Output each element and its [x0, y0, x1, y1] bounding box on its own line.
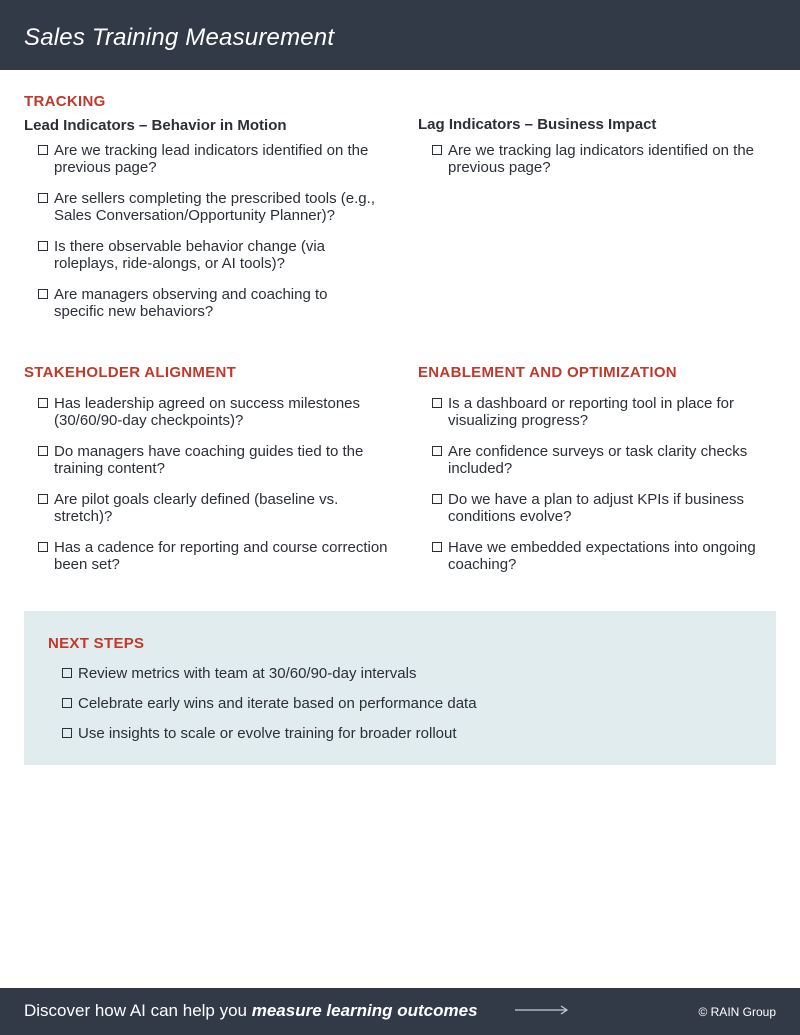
- checkbox-icon[interactable]: [432, 145, 442, 155]
- checklist-item-text: Are we tracking lead indicators identified on the previous page?: [54, 142, 369, 176]
- footer-cta-prefix: Discover how AI can help you: [24, 1001, 252, 1020]
- checklist-item[interactable]: [432, 491, 772, 525]
- checklist-item[interactable]: [38, 395, 388, 429]
- checklist-item-text: Have we embedded expectations into ongoing coaching?: [448, 539, 756, 573]
- checklist-item[interactable]: [432, 395, 772, 429]
- checklist-item-text: Has leadership agreed on success milestones (30/60/90-day checkpoints)?: [54, 395, 360, 429]
- checklist-item[interactable]: [62, 665, 742, 682]
- checkbox-icon[interactable]: [62, 668, 72, 678]
- tracking-heading: TRACKING: [24, 93, 106, 110]
- lag-indicators-title: Lag Indicators – Business Impact: [418, 116, 657, 133]
- checklist-item-text: Are we tracking lag indicators identified on the previous page?: [448, 142, 755, 176]
- next-steps-list: [62, 665, 742, 755]
- checklist-item[interactable]: [38, 190, 378, 224]
- enablement-optimization-heading: ENABLEMENT AND OPTIMIZATION: [418, 364, 677, 381]
- next-steps-panel: [24, 611, 776, 765]
- checklist-item-text: Do managers have coaching guides tied to the training content?: [54, 443, 364, 477]
- checklist-item[interactable]: [432, 539, 772, 573]
- checklist-item[interactable]: [38, 443, 388, 477]
- checklist-item-text: Are sellers completing the prescribed tools (e.g., Sales Conversation/Opportunity Planner)?: [54, 190, 375, 224]
- page-title: Sales Training Measurement: [24, 24, 335, 51]
- checklist-item-text: Are managers observing and coaching to specific new behaviors?: [54, 286, 328, 320]
- checklist-item-text: Is there observable behavior change (via roleplays, ride-alongs, or AI tools)?: [54, 238, 325, 272]
- checkbox-icon[interactable]: [62, 728, 72, 738]
- checklist-item[interactable]: [62, 725, 742, 742]
- checkbox-icon[interactable]: [432, 446, 442, 456]
- stakeholder-alignment-list: [38, 395, 388, 587]
- checklist-item[interactable]: [38, 238, 378, 272]
- lag-indicators-list: [432, 142, 762, 190]
- checklist-item-text: Are confidence surveys or task clarity checks included?: [448, 443, 748, 477]
- footer-cta-link[interactable]: [24, 1001, 478, 1021]
- checkbox-icon[interactable]: [38, 145, 48, 155]
- checkbox-icon[interactable]: [38, 542, 48, 552]
- checkbox-icon[interactable]: [38, 289, 48, 299]
- checklist-item[interactable]: [432, 142, 762, 176]
- checkbox-icon[interactable]: [38, 446, 48, 456]
- checklist-item[interactable]: [38, 142, 378, 176]
- checklist-item-text: Are pilot goals clearly defined (baseline vs. stretch)?: [54, 491, 339, 525]
- checkbox-icon[interactable]: [38, 494, 48, 504]
- lead-indicators-list: [38, 142, 378, 334]
- checkbox-icon[interactable]: [38, 193, 48, 203]
- next-steps-heading: NEXT STEPS: [48, 635, 145, 652]
- copyright-text: © RAIN Group: [698, 1005, 776, 1019]
- checkbox-icon[interactable]: [62, 698, 72, 708]
- lead-indicators-title: Lead Indicators – Behavior in Motion: [24, 117, 287, 134]
- long-arrow-right-icon[interactable]: [515, 1005, 569, 1015]
- checkbox-icon[interactable]: [38, 241, 48, 251]
- checklist-item[interactable]: [432, 443, 772, 477]
- footer-cta-emphasis: measure learning outcomes: [251, 1001, 478, 1020]
- checklist-item-text: Has a cadence for reporting and course correction been set?: [54, 539, 388, 573]
- checklist-item[interactable]: [38, 539, 388, 573]
- checkbox-icon[interactable]: [38, 398, 48, 408]
- checkbox-icon[interactable]: [432, 542, 442, 552]
- page-footer: [0, 988, 800, 1035]
- checklist-item[interactable]: [62, 695, 742, 712]
- checklist-item-text: Do we have a plan to adjust KPIs if business conditions evolve?: [448, 491, 745, 525]
- checklist-item[interactable]: [38, 491, 388, 525]
- stakeholder-alignment-heading: STAKEHOLDER ALIGNMENT: [24, 364, 237, 381]
- page-header: [0, 0, 800, 70]
- checklist-item-text: Use insights to scale or evolve training for broader rollout: [78, 725, 457, 742]
- enablement-optimization-list: [432, 395, 772, 587]
- checkbox-icon[interactable]: [432, 398, 442, 408]
- checklist-item[interactable]: [38, 286, 378, 320]
- checkbox-icon[interactable]: [432, 494, 442, 504]
- checklist-item-text: Is a dashboard or reporting tool in place for visualizing progress?: [448, 395, 735, 429]
- checklist-item-text: Celebrate early wins and iterate based on performance data: [78, 695, 477, 712]
- checklist-item-text: Review metrics with team at 30/60/90-day intervals: [78, 665, 417, 682]
